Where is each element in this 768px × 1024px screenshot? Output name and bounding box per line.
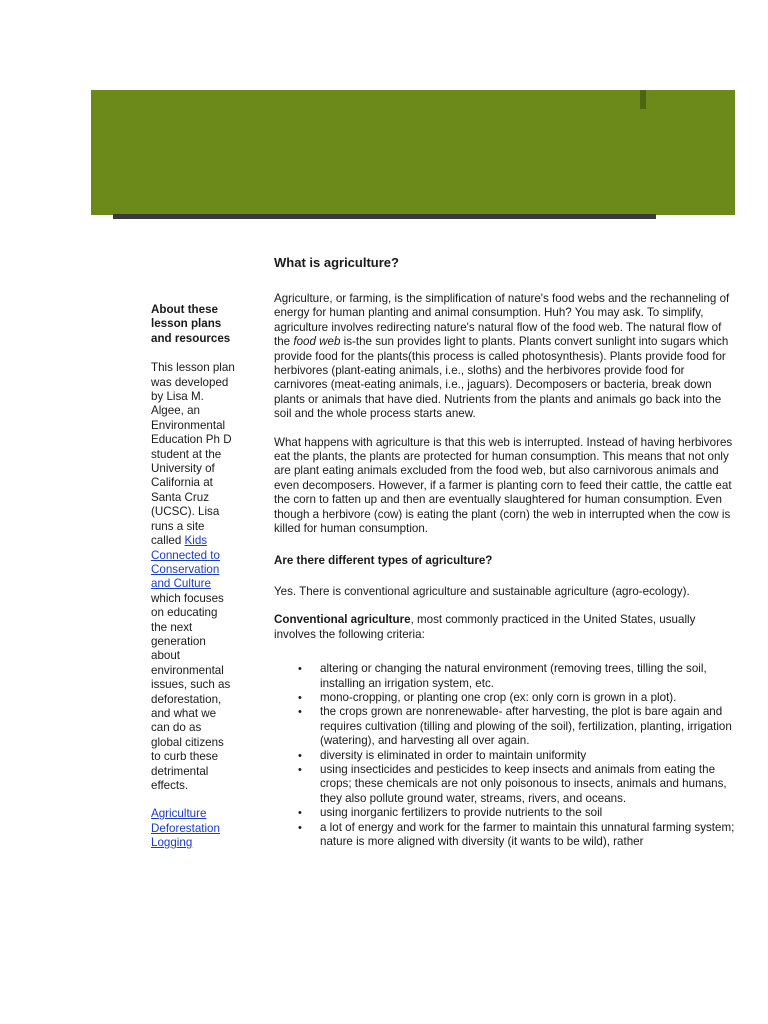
list-item <box>274 749 736 763</box>
bullet-icon: • <box>298 749 302 762</box>
list-item-text: using inorganic fertilizers to provide nutrients to the soil <box>320 806 603 820</box>
types-paragraph: Yes. There is conventional agriculture and sustainable agriculture (agro-ecology). <box>274 584 690 598</box>
list-item-text: the crops grown are nonrenewable- after harvesting, the plot is bare again and requires cultivation (tilling and plowing of the soil), fertilization, planting, irrigation (watering), and harvesting all over again. <box>320 705 732 748</box>
main-content <box>274 254 736 849</box>
deforestation-link[interactable]: Deforestation <box>151 821 220 835</box>
list-item <box>274 821 736 850</box>
sidebar-text-before-link: This lesson plan was developed by Lisa M. Algee, an Environmental Education Ph D student at the University of California at Santa Cruz (UCSC). Lisa runs a site called <box>151 361 235 548</box>
conventional-term: Conventional agriculture <box>274 613 411 627</box>
list-item <box>274 662 736 691</box>
bullet-icon: • <box>298 807 302 820</box>
list-item-text: diversity is eliminated in order to maintain uniformity <box>320 748 587 762</box>
bullet-icon: • <box>298 663 302 676</box>
page-title: What is agriculture? <box>274 255 399 270</box>
logging-link[interactable]: Logging <box>151 836 193 850</box>
conventional-text: , most commonly practiced in the United States, usually involves the following criteria: <box>274 613 696 641</box>
banner-notch <box>640 90 646 109</box>
conventional-paragraph <box>274 613 736 642</box>
kids-connected-link[interactable]: Kids Connected to Conservation and Culture <box>151 534 220 591</box>
list-item <box>274 691 736 705</box>
list-item <box>274 763 736 806</box>
bullet-icon: • <box>298 763 302 776</box>
food-web-term: food web <box>293 335 341 349</box>
criteria-list <box>274 662 736 849</box>
sidebar-description <box>151 361 235 793</box>
web-interrupted-paragraph: What happens with agriculture is that this web is interrupted. Instead of having herbivores eat the plants, the plants are protected for human consumption. This means that not only are plant eating animals excluded from the food web, but also carnivorous animals and even decomposers. However, if a farmer is planting corn to feed their cattle, the cattle eat the corn to fatten up and then are eventually slaughtered for human consumption. Even though a herbivore (cow) is eating the plant (corn) the web in interrupted when the cow is killed for human consumption. <box>274 435 733 536</box>
sidebar-text-after-link: which focuses on educating the next generation about environmental issues, such as deforestation, and what we can do as global citizens to curb these detrimental effects. <box>151 591 231 792</box>
list-item-text: altering or changing the natural environment (removing trees, tilling the soil, installing an irrigation system, etc. <box>320 662 707 690</box>
sidebar-heading: About these lesson plans and resources <box>151 303 231 345</box>
section-heading: Are there different types of agriculture? <box>274 553 493 567</box>
banner-underline <box>113 214 656 219</box>
intro-text-a: Agriculture, or farming, is the simplification of nature's food webs and the rechanneling of energy for human planting and animal consumption. Huh? You may ask. To simplify, agriculture involves redirecting nature's natural flow of the food web. The natural flow of the <box>274 292 730 349</box>
list-item <box>274 806 736 820</box>
intro-paragraph <box>274 292 736 422</box>
list-item-text: using insecticides and pesticides to keep insects and animals from eating the crops; these chemicals are not only poisonous to insects, animals and humans, they also pollute ground water, streams, rivers, and oceans. <box>320 762 727 805</box>
sidebar <box>151 303 235 851</box>
header-banner <box>91 90 735 215</box>
sidebar-link-list <box>151 807 235 850</box>
intro-text-b: is-the sun provides light to plants. Plants convert sunlight into sugars which provide food for the plants(this process is called photosynthesis). Plants provide food for herbivores (plant-eating animals, i.e., sloths) and the herbivores provide food for carnivores (meat-eating animals, i.e., jaguars). Decomposers or bacteria, break down plants or animals that have died. Nutrients from the plants and animals go back into the soil and the whole process starts anew. <box>274 335 729 421</box>
list-item-text: a lot of energy and work for the farmer to maintain this unnatural farming system; nature is more aligned with diversity (it wants to be wild), rather <box>320 820 735 848</box>
list-item <box>274 705 736 748</box>
agriculture-link[interactable]: Agriculture <box>151 807 207 821</box>
bullet-icon: • <box>298 821 302 834</box>
bullet-icon: • <box>298 706 302 719</box>
bullet-icon: • <box>298 691 302 704</box>
list-item-text: mono-cropping, or planting one crop (ex: only corn is grown in a plot). <box>320 690 677 704</box>
